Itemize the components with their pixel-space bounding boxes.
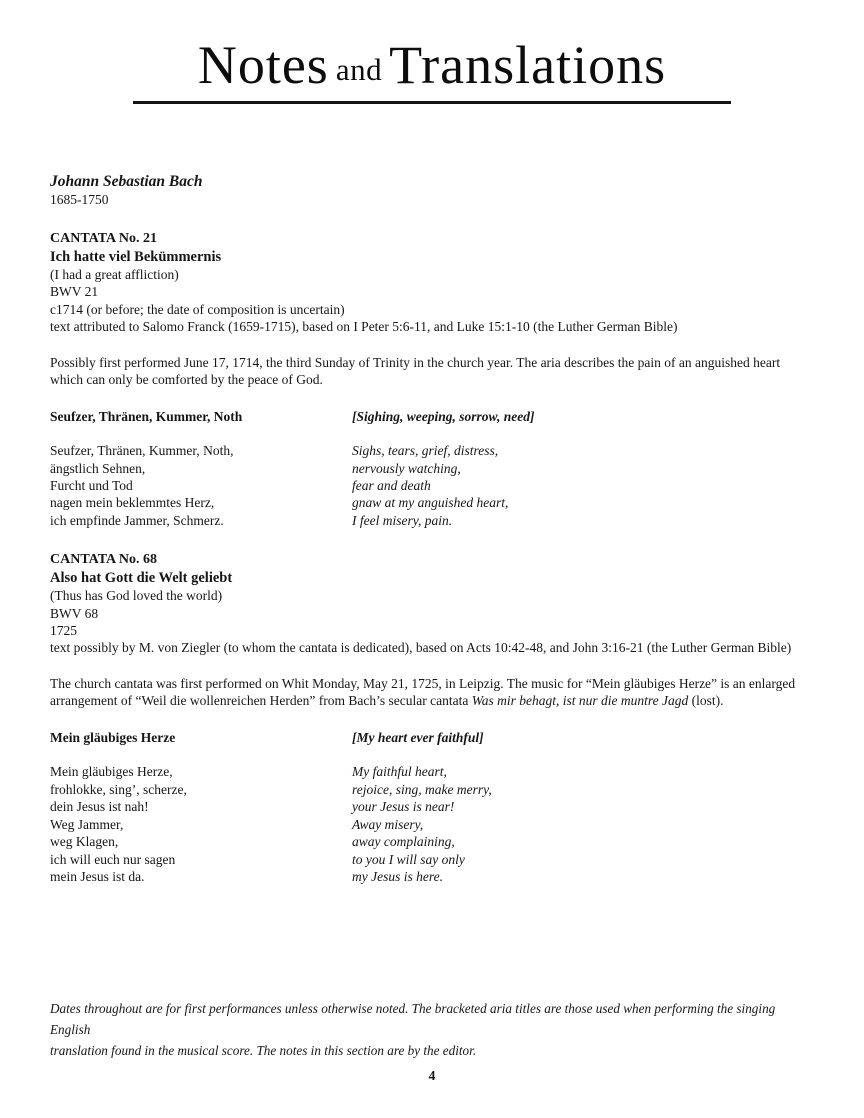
aria-verse-original-column: [50, 763, 352, 885]
verse-line-translation: I feel misery, pain.: [352, 512, 453, 528]
verse-line-translation: rejoice, sing, make merry,: [352, 781, 492, 797]
verse-line: dein Jesus ist nah!: [50, 799, 149, 815]
aria-title-translation: [My heart ever faithful]: [352, 730, 484, 746]
program-note-line: The church cantata was first performed on Whit Monday, May 21, 1725, in Leipzig. The music for “Mein gläubiges Herze” is an enlarged: [50, 675, 796, 691]
aria-title-translation: [Sighing, weeping, sorrow, need]: [352, 408, 535, 424]
work-entry-cantata-21: [50, 230, 816, 336]
work-title: Also hat Gott die Welt geliebt: [50, 570, 233, 587]
page-number: 4: [428, 1068, 436, 1083]
aria-verse-columns: [50, 763, 816, 885]
verse-line-translation: away complaining,: [352, 834, 455, 850]
aria-block-seufzer: [50, 408, 816, 529]
verse-line: Furcht und Tod: [50, 478, 133, 494]
program-note-text: arrangement of “Weil die wollenreichen Herden” from Bach’s secular cantata: [50, 693, 472, 709]
title-divider-rule: [133, 101, 731, 104]
work-text-source: text possibly by M. von Ziegler (to whom the cantata is dedicated), based on Acts 10:42-48, and John 3:16-21 (the Luther German Bible): [50, 640, 792, 656]
verse-line: ich will euch nur sagen: [50, 851, 176, 867]
aria-verse-translation-column: [352, 763, 492, 885]
footnote-line: translation found in the musical score. The notes in this section are by the editor.: [50, 1043, 477, 1058]
program-note-cantata-21: [50, 354, 816, 389]
verse-line: ich empfinde Jammer, Schmerz.: [50, 512, 224, 528]
program-note-text-tail: (lost).: [688, 693, 724, 709]
verse-line-translation: fear and death: [352, 478, 431, 494]
aria-verse-translation-column: [352, 442, 508, 529]
verse-line-translation: your Jesus is near!: [352, 799, 455, 815]
verse-line: nagen mein beklemmtes Herz,: [50, 495, 215, 511]
aria-block-mein-glaubiges-herze: [50, 729, 816, 885]
verse-line-translation: Away misery,: [352, 816, 424, 832]
work-translated-title: (Thus has God loved the world): [50, 588, 223, 604]
verse-line: frohlokke, sing’, scherze,: [50, 781, 187, 797]
verse-line: Mein gläubiges Herze,: [50, 764, 173, 780]
program-note-cantata-title-italic: Was mir behagt, ist nur die muntre Jagd: [471, 693, 689, 709]
aria-verse-original-column: [50, 442, 352, 529]
work-composition-date: c1714 (or before; the date of composition is uncertain): [50, 301, 345, 317]
work-entry-cantata-68: [50, 551, 816, 657]
verse-line: ängstlich Sehnen,: [50, 460, 146, 476]
verse-line-translation: Sighs, tears, grief, distress,: [352, 443, 499, 459]
work-translated-title: (I had a great affliction): [50, 267, 179, 282]
verse-line-translation: my Jesus is here.: [352, 868, 443, 884]
verse-line: weg Klagen,: [50, 834, 119, 850]
verse-line-translation: My faithful heart,: [352, 764, 447, 780]
work-text-source: text attributed to Salomo Franck (1659-1715), based on I Peter 5:6-11, and Luke 15:1-10 (the Luther German Bible): [50, 319, 678, 335]
program-note-line: which can only be comforted by the peace of God.: [50, 372, 323, 388]
page-title-word-and: and: [335, 52, 383, 87]
program-note-cantata-68: [50, 675, 816, 710]
page-header: [0, 36, 864, 102]
aria-title-original: Seufzer, Thränen, Kummer, Noth: [50, 408, 243, 424]
aria-title-row: [50, 408, 816, 425]
verse-line-translation: nervously watching,: [352, 460, 461, 476]
footnote-line: Dates throughout are for first performances unless otherwise noted. The bracketed aria titles are those used when performing the singing English: [50, 1001, 776, 1037]
work-number: CANTATA No. 21: [50, 231, 157, 246]
page-title-word-notes: Notes: [197, 35, 329, 95]
page-title: [0, 36, 864, 102]
verse-line: Seufzer, Thränen, Kummer, Noth,: [50, 443, 234, 459]
document-body: [50, 172, 816, 885]
verse-line: Weg Jammer,: [50, 816, 124, 832]
program-note-line: [50, 692, 816, 710]
work-catalog-number: BWV 21: [50, 284, 99, 300]
verse-line: mein Jesus ist da.: [50, 868, 145, 884]
composer-name: Johann Sebastian Bach: [50, 173, 203, 190]
composer-block: [50, 172, 816, 208]
verse-line-translation: gnaw at my anguished heart,: [352, 495, 509, 511]
verse-line-translation: to you I will say only: [352, 851, 465, 867]
page-title-word-translations: Translations: [389, 35, 667, 95]
program-note-line: Possibly first performed June 17, 1714, the third Sunday of Trinity in the church year. The aria describes the pain of an anguished heart: [50, 354, 781, 370]
aria-verse-columns: [50, 442, 816, 529]
editor-footnote: [50, 998, 802, 1061]
work-catalog-number: BWV 68: [50, 605, 99, 621]
aria-title-row: [50, 729, 816, 746]
work-title: Ich hatte viel Bekümmernis: [50, 249, 222, 265]
aria-title-original: Mein gläubiges Herze: [50, 730, 176, 746]
composer-dates: 1685-1750: [50, 192, 109, 207]
work-composition-date: 1725: [50, 623, 77, 639]
work-number: CANTATA No. 68: [50, 552, 157, 568]
